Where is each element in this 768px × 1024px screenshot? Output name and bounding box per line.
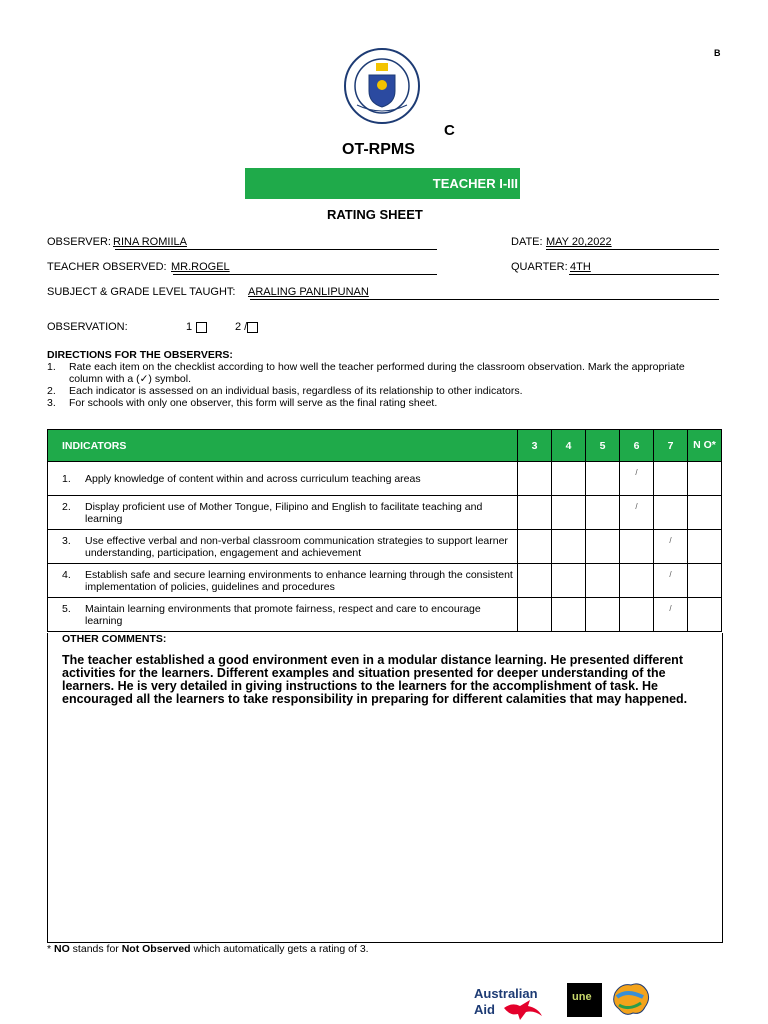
quarter-value: 4TH — [570, 261, 591, 273]
indicator-number: 4. — [62, 568, 71, 581]
indicator-number: 2. — [62, 500, 71, 513]
observation-label: OBSERVATION: — [47, 321, 128, 333]
indicators-header: INDICATORS — [48, 430, 518, 462]
rating-cell[interactable] — [586, 564, 620, 598]
rating-col-7: 7 — [654, 430, 688, 462]
observer-value: RINA ROMIILA — [113, 236, 187, 248]
rating-cell[interactable] — [688, 598, 722, 632]
indicator-description — [48, 496, 518, 530]
footnote: * NO stands for Not Observed which automatically gets a rating of 3. — [47, 943, 369, 955]
rating-cell-marked[interactable]: / — [620, 462, 654, 496]
observer-label: OBSERVER: — [47, 236, 111, 248]
form-letter: C — [444, 122, 455, 139]
rating-cell[interactable] — [518, 496, 552, 530]
indicator-number: 5. — [62, 602, 71, 615]
rating-cell[interactable] — [620, 530, 654, 564]
rating-cell[interactable] — [552, 496, 586, 530]
indicator-text-wrap — [48, 473, 517, 485]
rating-cell-marked[interactable]: / — [620, 496, 654, 530]
rating-col-6: 6 — [620, 430, 654, 462]
observer-field — [47, 236, 437, 250]
subject-value: ARALING PANLIPUNAN — [248, 286, 369, 298]
indicator-text: Maintain learning environments that promote fairness, respect and care to encourage learning — [85, 602, 481, 627]
indicator-row — [48, 530, 722, 564]
indicator-number: 3. — [62, 534, 71, 547]
directions-heading: DIRECTIONS FOR THE OBSERVERS: — [47, 349, 233, 361]
indicator-text: Display proficient use of Mother Tongue, Filipino and English to facilitate teaching and learning — [85, 500, 483, 525]
footnote-not-observed: Not Observed — [121, 943, 191, 955]
indicator-description — [48, 462, 518, 496]
rating-cell[interactable] — [654, 462, 688, 496]
rating-col-5: 5 — [586, 430, 620, 462]
rating-cell[interactable] — [586, 496, 620, 530]
teacher-level-banner — [245, 168, 520, 199]
rating-cell[interactable] — [518, 462, 552, 496]
rating-sheet-title: RATING SHEET — [327, 207, 423, 222]
directions-block — [47, 349, 687, 409]
comments-box — [47, 633, 723, 943]
date-field — [511, 236, 719, 250]
rating-cell[interactable] — [552, 564, 586, 598]
svg-text:Aid: Aid — [474, 1002, 495, 1017]
australia-map-logo — [609, 981, 651, 1019]
teacher-observed-field — [47, 261, 437, 275]
indicator-text-wrap — [48, 603, 517, 627]
rating-col-3: 3 — [518, 430, 552, 462]
indicator-row — [48, 598, 722, 632]
rating-col-4: 4 — [552, 430, 586, 462]
indicator-number: 1. — [62, 472, 71, 485]
direction-item: 3. For schools with only one observer, this form will serve as the final rating sheet. — [47, 397, 438, 409]
rating-cell[interactable] — [586, 530, 620, 564]
observation-2-checkbox[interactable] — [247, 322, 258, 333]
subject-field — [47, 286, 719, 300]
rating-cell[interactable] — [552, 598, 586, 632]
indicator-description — [48, 530, 518, 564]
rating-cell[interactable] — [688, 530, 722, 564]
deped-seal-logo — [343, 47, 421, 125]
direction-item: 1. Rate each item on the checklist according to how well the teacher performed during the classroom observation. Mark the appropriate column with a (✓) symbol. — [47, 361, 685, 385]
observation-option-1-label: 1 — [186, 321, 193, 333]
teacher-observed-value: MR.ROGEL — [171, 261, 230, 273]
quarter-label: QUARTER: — [511, 261, 568, 273]
rating-cell-marked[interactable]: / — [654, 564, 688, 598]
subject-label: SUBJECT & GRADE LEVEL TAUGHT: — [47, 286, 236, 298]
rating-cell[interactable] — [518, 564, 552, 598]
indicator-text: Apply knowledge of content within and across curriculum teaching areas — [85, 472, 421, 485]
indicator-description — [48, 598, 518, 632]
banner-label: TEACHER I-III — [432, 176, 518, 191]
indicator-row — [48, 462, 722, 496]
indicator-row — [48, 564, 722, 598]
rating-cell-marked[interactable]: / — [654, 598, 688, 632]
indicator-text: Establish safe and secure learning environments to enhance learning through the consistent implementation of policies, guidelines and procedures — [85, 568, 513, 593]
rating-cell[interactable] — [688, 496, 722, 530]
rating-cell[interactable] — [620, 564, 654, 598]
rating-cell[interactable] — [552, 462, 586, 496]
teacher-observed-label: TEACHER OBSERVED: — [47, 261, 167, 273]
indicator-text-wrap — [48, 501, 517, 525]
date-value: MAY 20,2022 — [546, 236, 612, 248]
quarter-field — [511, 261, 719, 275]
rating-cell[interactable] — [586, 462, 620, 496]
rating-cell[interactable] — [586, 598, 620, 632]
indicators-table — [47, 429, 722, 632]
observation-option-2-label: 2 / — [235, 321, 248, 333]
corner-mark: B — [714, 48, 721, 58]
indicator-row — [48, 496, 722, 530]
rating-cell[interactable] — [518, 530, 552, 564]
comments-text: The teacher established a good environment even in a modular distance learning. He presented different activities for the learners. Different examples and situation presented for deeper understanding of the learners. He is very detailed in giving instructions to the learners for the accomplishment of task. He encouraged all the learners to take responsibility in preparing for different calamities that may happened. — [62, 653, 688, 706]
indicator-text-wrap — [48, 569, 517, 593]
rating-col-not-observed: N O* — [688, 430, 722, 462]
rating-cell[interactable] — [552, 530, 586, 564]
rating-cell-marked[interactable]: / — [654, 530, 688, 564]
indicator-description — [48, 564, 518, 598]
comments-label: OTHER COMMENTS: — [62, 633, 167, 645]
observation-1-checkbox[interactable] — [196, 322, 207, 333]
date-label: DATE: — [511, 236, 543, 248]
rating-cell[interactable] — [688, 462, 722, 496]
une-logo: une — [567, 983, 602, 1017]
indicator-text: Use effective verbal and non-verbal classroom communication strategies to support learner understanding, participation, engagement and achievement — [85, 534, 508, 559]
rating-cell[interactable] — [688, 564, 722, 598]
australian-aid-logo — [474, 984, 550, 1020]
rating-cell[interactable] — [518, 598, 552, 632]
footnote-no: NO — [54, 943, 70, 955]
table-header-row — [48, 430, 722, 462]
rating-cell[interactable] — [654, 496, 688, 530]
direction-item: 2. Each indicator is assessed on an individual basis, regardless of its relationship to other indicators. — [47, 385, 523, 397]
rating-cell[interactable] — [620, 598, 654, 632]
page-title: OT-RPMS — [342, 141, 415, 158]
indicator-text-wrap — [48, 535, 517, 559]
observation-row — [47, 321, 248, 333]
svg-text:Australian: Australian — [474, 986, 538, 1001]
